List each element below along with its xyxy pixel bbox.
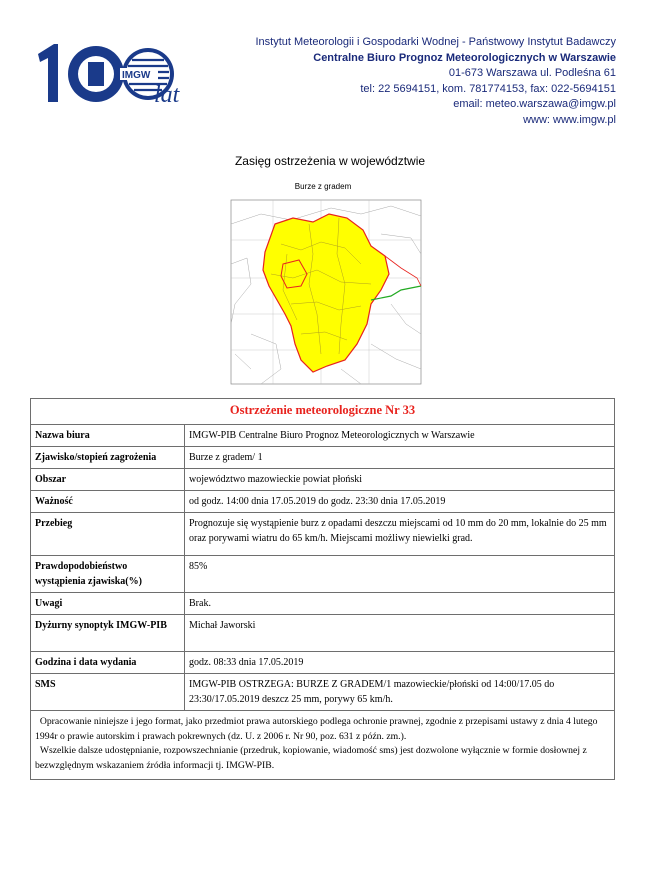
logo-lat-text: lat	[154, 82, 180, 106]
table-row	[31, 615, 615, 652]
table-row	[31, 674, 615, 711]
row-value-probability: 85%	[185, 556, 615, 593]
row-label-probability: Prawdopodobieństwo wystąpienia zjawiska(%)	[31, 556, 185, 593]
row-value-remarks: Brak.	[185, 593, 615, 615]
header-line-address: 01-673 Warszawa ul. Podleśna 61	[448, 67, 616, 80]
table-row	[31, 425, 615, 447]
table-row	[31, 469, 615, 491]
row-value-course: Prognozuje się wystąpienie burz z opadami deszczu miejscami od 10 mm do 20 mm, lokalnie do 25 mm oraz porywami wiatru do 65 km/h. Miejscami możliwy niewielki grad.	[185, 513, 615, 556]
row-label-course: Przebieg	[31, 513, 185, 556]
copyright-footer	[31, 711, 615, 780]
table-row	[31, 593, 615, 615]
row-label-validity: Ważność	[31, 491, 185, 513]
table-row	[31, 491, 615, 513]
imgw-100-years-logo	[36, 40, 196, 106]
warning-table	[30, 398, 615, 780]
map-subtitle: Burze z gradem	[294, 182, 352, 191]
row-value-phenomenon: Burze z gradem/ 1	[185, 447, 615, 469]
row-value-validity: od godz. 14:00 dnia 17.05.2019 do godz. 23:30 dnia 17.05.2019	[185, 491, 615, 513]
row-label-office: Nazwa biura	[31, 425, 185, 447]
warning-title: Ostrzeżenie meteorologiczne Nr 33	[31, 399, 615, 425]
row-value-office: IMGW-PIB Centralne Biuro Prognoz Meteorologicznych w Warszawie	[185, 425, 615, 447]
header-line-email[interactable]: email: meteo.warszawa@imgw.pl	[453, 98, 616, 111]
header-line-www[interactable]: www: www.imgw.pl	[523, 113, 616, 126]
header-line-phone: tel: 22 5694151, kom. 781774153, fax: 022-5694151	[360, 82, 616, 95]
institute-header	[196, 35, 616, 129]
header-line-office: Centralne Biuro Prognoz Meteorologicznych w Warszawie	[313, 51, 616, 64]
header-line-institute: Instytut Meteorologii i Gospodarki Wodnej - Państwowy Instytut Badawczy	[255, 36, 616, 48]
table-row	[31, 513, 615, 556]
row-value-issued: godz. 08:33 dnia 17.05.2019	[185, 652, 615, 674]
sharing-paragraph: Wszelkie dalsze udostępnianie, rozpowszechnianie (przedruk, kopiowanie, wiadomość sms) jest dozwolone wyłącznie w formie dosłownej z bezwzględnym wskazaniem źródła informacji tj. IMGW-PIB.	[35, 745, 590, 771]
row-value-area: województwo mazowieckie powiat płoński	[185, 469, 615, 491]
table-row	[31, 652, 615, 674]
row-label-remarks: Uwagi	[31, 593, 185, 615]
row-value-sms: IMGW-PIB OSTRZEGA: BURZE Z GRADEM/1 mazowieckie/płoński od 14:00/17.05 do 23:30/17.05.2019 deszcz 25 mm, porywy 65 km/h.	[185, 674, 615, 711]
copyright-paragraph: Opracowanie niniejsze i jego format, jako przedmiot prawa autorskiego podlega ochronie prawnej, zgodnie z przepisami ustawy z dnia 4 lutego 1994r o prawie autorskim i prawach pokrewnych (dz. U. z 2006 r. Nr 90, poz. 631 z późn. zm.).	[35, 716, 600, 742]
row-label-issued: Godzina i data wydania	[31, 652, 185, 674]
logo-badge-text: IMGW	[122, 70, 151, 81]
table-row	[31, 447, 615, 469]
row-label-sms: SMS	[31, 674, 185, 711]
logo-graphic	[36, 40, 196, 106]
row-label-forecaster: Dyżurny synoptyk IMGW-PIB	[31, 615, 185, 652]
map-title: Zasięg ostrzeżenia w województwie	[234, 154, 426, 168]
row-label-area: Obszar	[31, 469, 185, 491]
province-map	[221, 194, 425, 394]
warning-map	[221, 182, 425, 394]
copyright-text	[31, 711, 615, 780]
row-label-phenomenon: Zjawisko/stopień zagrożenia	[31, 447, 185, 469]
row-value-forecaster: Michał Jaworski	[185, 615, 615, 652]
table-row	[31, 556, 615, 593]
